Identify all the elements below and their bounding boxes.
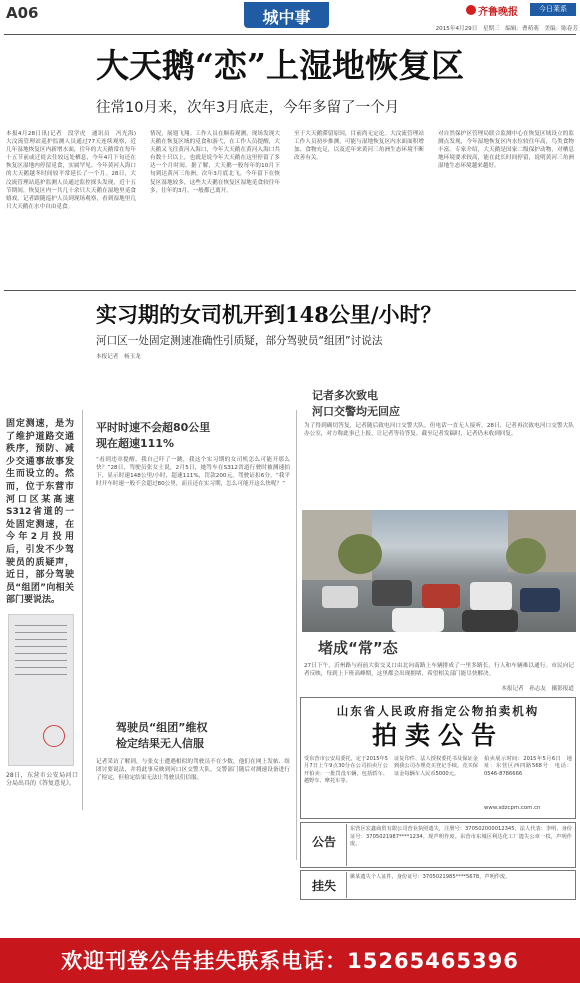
story2-byline: 本报记者 杨玉龙 — [96, 354, 141, 360]
date-line: 2015年4月29日 星期三 编辑：曹萌萌 美编：陈春芳 — [435, 26, 578, 32]
document-photo-line — [15, 653, 67, 654]
story1-subtitle: 往常10月来，次年3月底走，今年多留了一个月 — [96, 100, 400, 116]
document-photo-line — [15, 625, 67, 626]
section-title: 城中事 — [262, 8, 311, 27]
story1-col3: 至于大天鹅滞留原因，目前尚无定论。大汶流管理站工作人员初步推测，可能与湿地恢复区内水面面积增加、食物充足，以及近年来黄河三角洲生态环境不断改善有关。 — [294, 131, 424, 162]
story1-bottom-rule — [4, 290, 576, 291]
photo-credit: 本报记者 孙志友 摄影报道 — [501, 686, 574, 692]
traffic-photo-tree — [338, 534, 382, 574]
story1-headline: 大天鹅“恋”上湿地恢复区 — [96, 46, 464, 85]
story2-headline: 实习期的女司机开到148公里/小时？ — [96, 302, 442, 327]
auction-org: 山东省人民政府指定公物拍卖机构 — [336, 704, 540, 718]
story2-subhead-c: 记者多次致电 河口交警均无回应 — [312, 389, 400, 418]
masthead-logo-icon — [466, 5, 476, 15]
document-photo-caption: 28日，东营市公安局河口分局出具的《答复意见》。 — [6, 772, 78, 788]
guashi-divider — [346, 872, 347, 898]
traffic-photo-car — [470, 582, 512, 610]
auction-website[interactable]: www.sdzcpm.com.cn — [484, 805, 541, 811]
story2-subhead-a: 平时时速不会超80公里 现在超速111% — [96, 421, 211, 450]
document-photo-line — [15, 674, 67, 675]
document-photo-line — [15, 660, 67, 661]
document-photo-line — [15, 639, 67, 640]
story2-text-b: 记者采访了解到，与张女士遭遇相似的驾驶员不在少数，他们在网上发帖、组团讨要说法，并将此事反映到河口区交警大队，交警部门随后对测速设备进行了检定，但检定结果无法让驾驶员们信服。 — [96, 759, 290, 782]
traffic-photo-car — [392, 608, 444, 632]
guashi-label: 挂失 — [311, 879, 336, 893]
masthead-tag: 今日莱系 — [530, 3, 576, 16]
document-photo-line — [15, 632, 67, 633]
gonggao-text: 东营区宏鑫商贸有限公司营业执照遗失，注册号：370502000012345，法人代表：李明，身份证号：3705021987****1234。现声明作废。东营市东城区利达化工厂遗失公章一枚，声明作废。 — [350, 826, 572, 848]
sidebar-divider — [82, 410, 83, 810]
gonggao-label: 公告 — [311, 835, 336, 849]
traffic-photo-car — [422, 584, 460, 608]
story1-col1: 本报4月28日讯(记者 段学虎 通讯员 冯光海) 大汶流管理站巡护监测人员通过77天连续观察，近几年湿地恢复区内新增水面，往年的大天鹅常在每年十五节前或迁徙去往较远处栖息，今年4月下旬还在恢复区湿地内停留觅食，实属罕见。今年黄河入海口的大天鹅越冬时间较平常延长了一个月。28日，大汶流管理站巡护监测人员通过监控探头发现，近十五节期间，恢复区内一共几十余只大天鹅在湿地里觅食嬉戏，记者跟随巡护人员到现场观察，看到湿地里几只大天鹅在水中自由觅食。 — [6, 131, 142, 210]
story2-subhead-d: 堵成“常”态 — [318, 639, 398, 657]
traffic-photo-car — [462, 610, 518, 632]
traffic-photo-car — [322, 586, 358, 608]
document-photo-seal-icon — [43, 725, 65, 747]
auction-col3: 拍卖展示时间：2015年5月6日 地址：东营区西四路568号 电话：0546-8786666 — [484, 756, 572, 777]
story2-sidebar-text: 固定测速，是为了维护道路交通秩序，预防、减少交通事故事发生而设立的。然而，位于东营市河口区某高速S312省道的一处固定测速，在今年2月投用后，引发不少驾驶员的质疑声，近日，部分驾驶员“组团”向相关部门要说法。 — [6, 419, 74, 606]
page-number: A06 — [6, 4, 39, 22]
traffic-photo-car — [520, 588, 560, 612]
traffic-photo-car — [372, 580, 412, 606]
middle-divider — [296, 410, 297, 860]
story2-subhead-b: 驾驶员“组团”维权 检定结果无人信服 — [116, 721, 208, 750]
footer-banner-text: 欢迎刊登公告挂失联系电话：15265465396 — [61, 949, 519, 973]
gonggao-divider — [346, 824, 347, 866]
guashi-text: 姚某遗失个人证件，身份证号：3705021985****5678，声明作废。 — [350, 874, 511, 880]
traffic-jam-photo — [302, 510, 576, 632]
masthead-title: 齐鲁晚报 — [478, 7, 518, 18]
document-photo-line — [15, 667, 67, 668]
story2-text-a: “看到违章提醒，我自己吓了一跳，我这个实习期的女司机怎么可能开那么快？”28日，驾驶员张女士说，2月5日，她驾车在S312省道行驶时被测速拍下，显示时速148公里/小时，超速111%，罚款200元，驾驶证扣6分。“我平时开车时速一般不会超过80公里，而且还在实习期，怎么可能开这么快呢？” — [96, 457, 290, 488]
document-photo — [8, 614, 74, 766]
document-photo-line — [15, 646, 67, 647]
auction-title: 拍卖公告 — [371, 721, 504, 750]
traffic-photo-tree — [506, 538, 546, 574]
story2-text-c: 为了得到确切答复，记者随后致电河口交警大队，但电话一直无人接听。28日，记者再次致电河口交警大队办公室，对方称此事已上报，让记者等待答复。截至记者发稿时，记者仍未收到回复。 — [304, 423, 574, 438]
story2-subtitle: 河口区一处固定测速准确性引质疑，部分驾驶员“组团”讨说法 — [96, 335, 383, 347]
story1-col4: 对自然保护区管理局联合监测中心在恢复区域设立的监测点发现，今年湿地恢复区内水位较往年高，鸟类食物丰富。专家介绍，大天鹅是国家二级保护动物，对栖息地环境要求较高，能在此长时间停留，说明黄河三角洲湿地生态环境越来越好。 — [438, 131, 574, 170]
header-rule — [4, 34, 576, 35]
auction-col2: 证复印件、法人授权委托书及保证金到我公司办理竞买登记手续。竞买保证金每辆车人民币5000元。 — [394, 756, 478, 777]
story2-text-d: 27日下午，沂州路与府前大街交叉口由北向南路上车辆排成了一里多路长，行人和车辆难以通行。市民向记者反映，每到上下班高峰期，这里都会出现拥堵，希望相关部门能尽快解决。 — [304, 663, 574, 678]
story1-col2: 情况，展翅飞翔。工作人员在顺着观测，现场发现大天鹅在恢复区域的觅食和游弋，在工作人员提醒，大天鹅又飞往黄河入海口，今年大天鹅在黄河入海口共有数十只以上，也就是说今年大天鹅在这里停留了多达一个月时间。据了解，大天鹅一般每年的10月下旬到达黄河三角洲，次年3月底北飞。今年留下在恢复区湿地较多，这些大天鹅在恢复区湿地觅食较往年多，往年的3月，一般都已离开。 — [150, 131, 280, 194]
auction-col1: 受东营市公安局委托，定于2015年5月7日上午9点30分在公司拍卖厅公开拍卖：一批罚没车辆，包括轿车、越野车、摩托车等。 — [304, 756, 388, 785]
